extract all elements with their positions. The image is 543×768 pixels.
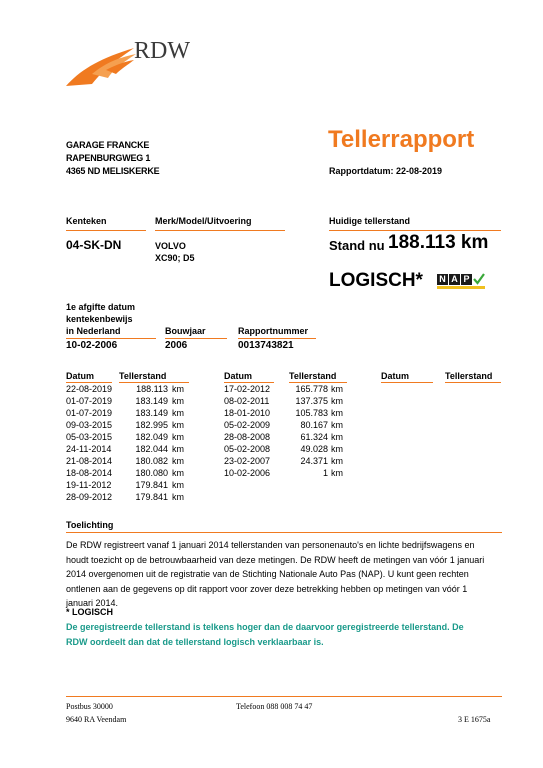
nap-bar <box>437 286 485 289</box>
reading-unit: km <box>172 456 184 466</box>
col2-teller-rule <box>289 382 347 383</box>
rapport-rule <box>238 338 316 339</box>
reading-unit: km <box>331 432 343 442</box>
registration-label-1: 1e afgifte datum <box>66 302 136 312</box>
reading-unit: km <box>331 468 343 478</box>
col2-datum-rule <box>224 382 274 383</box>
note-heading: * LOGISCH <box>66 607 114 617</box>
registration-rule <box>66 338 156 339</box>
reading-value: 182.044 <box>135 444 168 454</box>
reading-value: 165.778 <box>295 384 328 394</box>
report-title: Tellerrapport <box>328 126 475 153</box>
license-plate: 04-SK-DN <box>66 238 122 252</box>
bouwjaar-value: 2006 <box>165 340 188 351</box>
nap-letter: N <box>437 274 448 285</box>
col3-teller-header: Tellerstand <box>445 371 493 381</box>
report-date: Rapportdatum: 22-08-2019 <box>329 166 443 176</box>
reading-date: 18-08-2014 <box>66 468 113 478</box>
reading-unit: km <box>331 444 343 454</box>
reading-value: 61.324 <box>300 432 328 442</box>
reading-unit: km <box>331 456 343 466</box>
col3-datum-header: Datum <box>381 371 410 381</box>
col1-teller-rule <box>119 382 189 383</box>
reading-value: 24.371 <box>300 456 328 466</box>
reading-value: 183.149 <box>135 396 168 406</box>
bouwjaar-label: Bouwjaar <box>165 326 206 336</box>
reading-unit: km <box>331 420 343 430</box>
col2-datum-header: Datum <box>224 371 253 381</box>
rdw-logo-icon <box>62 40 142 90</box>
reading-value: 182.049 <box>135 432 168 442</box>
nap-logo <box>437 273 485 285</box>
reading-unit: km <box>331 396 343 406</box>
reading-unit: km <box>172 384 184 394</box>
huidige-header: Huidige tellerstand <box>329 216 411 226</box>
reading-unit: km <box>172 432 184 442</box>
col2-teller-header: Tellerstand <box>289 371 337 381</box>
reading-date: 09-03-2015 <box>66 420 113 430</box>
judgement-label: LOGISCH* <box>329 270 423 291</box>
reading-unit: km <box>172 492 184 502</box>
reading-unit: km <box>172 420 184 430</box>
reading-value: 179.841 <box>135 492 168 502</box>
reading-value: 137.375 <box>295 396 328 406</box>
col3-teller-rule <box>445 382 501 383</box>
reading-value: 183.149 <box>135 408 168 418</box>
reading-value: 180.082 <box>135 456 168 466</box>
col1-teller-header: Tellerstand <box>119 371 167 381</box>
merk-header: Merk/Model/Uitvoering <box>155 216 252 226</box>
reading-date: 18-01-2010 <box>224 408 271 418</box>
explanation-rule <box>66 532 502 533</box>
col3-datum-rule <box>381 382 433 383</box>
reading-unit: km <box>331 384 343 394</box>
reading-date: 21-08-2014 <box>66 456 113 466</box>
reading-date: 01-07-2019 <box>66 396 113 406</box>
huidige-rule <box>329 230 501 231</box>
footer-code: 3 E 1675a <box>458 715 491 724</box>
reading-date: 28-08-2008 <box>224 432 271 442</box>
garage-city: 4365 ND MELISKERKE <box>66 166 160 176</box>
kenteken-header: Kenteken <box>66 216 107 226</box>
reading-value: 179.841 <box>135 480 168 490</box>
reading-value: 188.113 <box>136 384 168 394</box>
vehicle-make: VOLVO <box>155 241 186 251</box>
reading-date: 23-02-2007 <box>224 456 271 466</box>
footer-phone: Telefoon 088 008 74 47 <box>236 702 313 711</box>
reading-date: 05-02-2008 <box>224 444 271 454</box>
reading-date: 01-07-2019 <box>66 408 113 418</box>
reading-value: 105.783 <box>295 408 328 418</box>
check-icon <box>473 273 485 285</box>
reading-unit: km <box>172 468 184 478</box>
reading-date: 24-11-2014 <box>66 444 112 454</box>
stand-label: Stand nu <box>329 238 385 253</box>
registration-label-3: in Nederland <box>66 326 121 336</box>
reading-date: 10-02-2006 <box>224 468 271 478</box>
reading-unit: km <box>172 444 184 454</box>
reading-date: 22-08-2019 <box>66 384 113 394</box>
stand-value: 188.113 km <box>388 232 489 253</box>
note-body: De geregistreerde tellerstand is telkens hoger dan de daarvoor geregistreerde tellerstand. De RDW oordeelt dan dat de tellerstand logisch verklaarbaar is. <box>66 622 464 647</box>
merk-rule <box>155 230 285 231</box>
rdw-logo-text: RDW <box>134 38 190 64</box>
col1-datum-rule <box>66 382 112 383</box>
rapport-number: 0013743821 <box>238 340 294 351</box>
reading-value: 182.995 <box>135 420 168 430</box>
explanation-heading: Toelichting <box>66 520 114 530</box>
bouwjaar-rule <box>165 338 227 339</box>
reading-unit: km <box>172 396 184 406</box>
registration-label-2: kentekenbewijs <box>66 314 133 324</box>
reading-date: 08-02-2011 <box>224 396 270 406</box>
footer-address-1: Postbus 30000 <box>66 702 113 711</box>
reading-unit: km <box>172 480 184 490</box>
reading-date: 17-02-2012 <box>224 384 271 394</box>
reading-value: 80.167 <box>300 420 328 430</box>
garage-street: RAPENBURGWEG 1 <box>66 153 151 163</box>
vehicle-model: XC90; D5 <box>155 253 195 263</box>
explanation-body: De RDW registreert vanaf 1 januari 2014 tellerstanden van personenauto's en lichte bedrijfswagens en houdt toezicht op de betrouwbaarheid van deze metingen. De RDW heeft de metingen van vóór 1 januari 2014 overgenomen uit de registratie van de Stichting Nationale Auto Pas (NAP). U kunt geen rechten ontlenen aan de gegevens op dit rapport voor zover deze betrekking hebben op metingen van vóór 1 januari 2014. <box>66 540 485 608</box>
reading-unit: km <box>331 408 343 418</box>
kenteken-rule <box>66 230 146 231</box>
reading-value: 1 <box>322 468 328 478</box>
reading-value: 180.080 <box>135 468 168 478</box>
nap-letter: P <box>461 274 472 285</box>
reading-date: 05-02-2009 <box>224 420 271 430</box>
garage-name: GARAGE FRANCKE <box>66 140 150 150</box>
reading-date: 28-09-2012 <box>66 492 113 502</box>
reading-value: 49.028 <box>300 444 328 454</box>
rapport-label: Rapportnummer <box>238 326 309 336</box>
footer-address-2: 9640 RA Veendam <box>66 715 127 724</box>
reading-date: 19-11-2012 <box>66 480 112 490</box>
col1-datum-header: Datum <box>66 371 95 381</box>
reading-unit: km <box>172 408 184 418</box>
nap-letter: A <box>449 274 460 285</box>
registration-date: 10-02-2006 <box>66 340 118 351</box>
reading-date: 05-03-2015 <box>66 432 113 442</box>
footer-rule <box>66 696 502 697</box>
